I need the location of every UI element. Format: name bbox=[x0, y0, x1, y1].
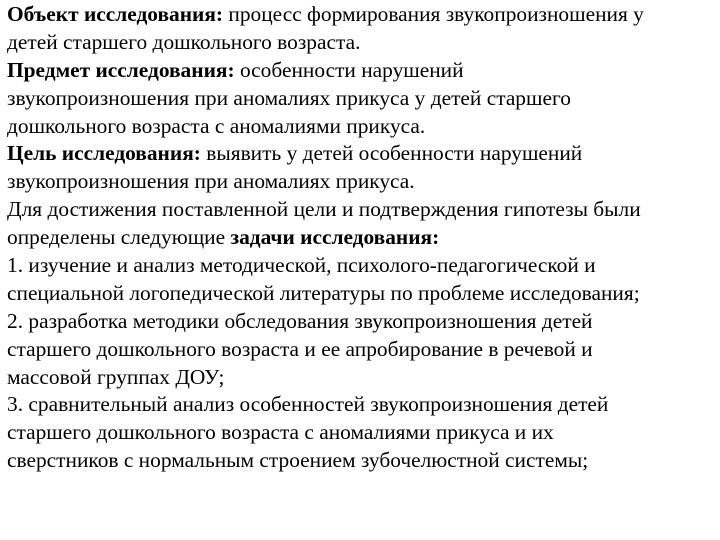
list-item bbox=[7, 391, 715, 419]
line-text: 1. изучение и анализ методической, психолого-педагогической и bbox=[7, 253, 596, 278]
text-line bbox=[7, 419, 715, 447]
line-text: старшего дошкольного возраста и ее апробирование в речевой и bbox=[7, 336, 593, 361]
line-text: детей старшего дошкольного возраста. bbox=[7, 29, 361, 54]
line-text: старшего дошкольного возраста с аномалиями прикуса и их bbox=[7, 420, 554, 445]
text-line bbox=[7, 196, 715, 224]
line-text: дошкольного возраста с аномалиями прикуса. bbox=[7, 113, 426, 138]
line-text: процесс формирования звукопроизношения у bbox=[223, 2, 644, 26]
label-subject: Предмет исследования: bbox=[7, 57, 235, 82]
list-item bbox=[7, 308, 715, 336]
label-object: Объект исследования: bbox=[7, 2, 224, 26]
line-text: 3. сравнительный анализ особенностей звукопроизношения детей bbox=[7, 392, 609, 417]
label-tasks: задачи исследования: bbox=[230, 225, 440, 250]
line-text: особенности нарушений bbox=[234, 57, 464, 82]
line-text: специальной логопедической литературы по проблеме исследования; bbox=[7, 280, 640, 305]
text-line bbox=[7, 280, 715, 308]
text-line bbox=[7, 85, 715, 113]
list-item bbox=[7, 252, 715, 280]
line-text: Для достижения поставленной цели и подтверждения гипотезы были bbox=[7, 197, 641, 222]
line-text: 2. разработка методики обследования звукопроизношения детей bbox=[7, 308, 593, 333]
text-line bbox=[7, 140, 715, 168]
line-text: сверстников с нормальным строением зубочелюстной системы; bbox=[7, 448, 589, 473]
text-line bbox=[7, 113, 715, 141]
text-line bbox=[7, 57, 715, 85]
slide-body-text bbox=[7, 1, 715, 475]
line-text: выявить у детей особенности нарушений bbox=[200, 141, 583, 166]
text-line bbox=[7, 447, 715, 475]
text-line bbox=[7, 1, 715, 29]
text-line bbox=[7, 224, 715, 252]
text-line bbox=[7, 168, 715, 196]
text-line bbox=[7, 29, 715, 57]
line-text: массовой группах ДОУ; bbox=[7, 364, 225, 389]
text-line bbox=[7, 336, 715, 364]
line-text: звукопроизношения при аномалиях прикуса. bbox=[7, 169, 415, 194]
line-text: определены следующие bbox=[7, 225, 231, 250]
line-text: звукопроизношения при аномалиях прикуса у детей старшего bbox=[7, 85, 571, 110]
text-line bbox=[7, 364, 715, 392]
label-goal: Цель исследования: bbox=[7, 141, 201, 166]
